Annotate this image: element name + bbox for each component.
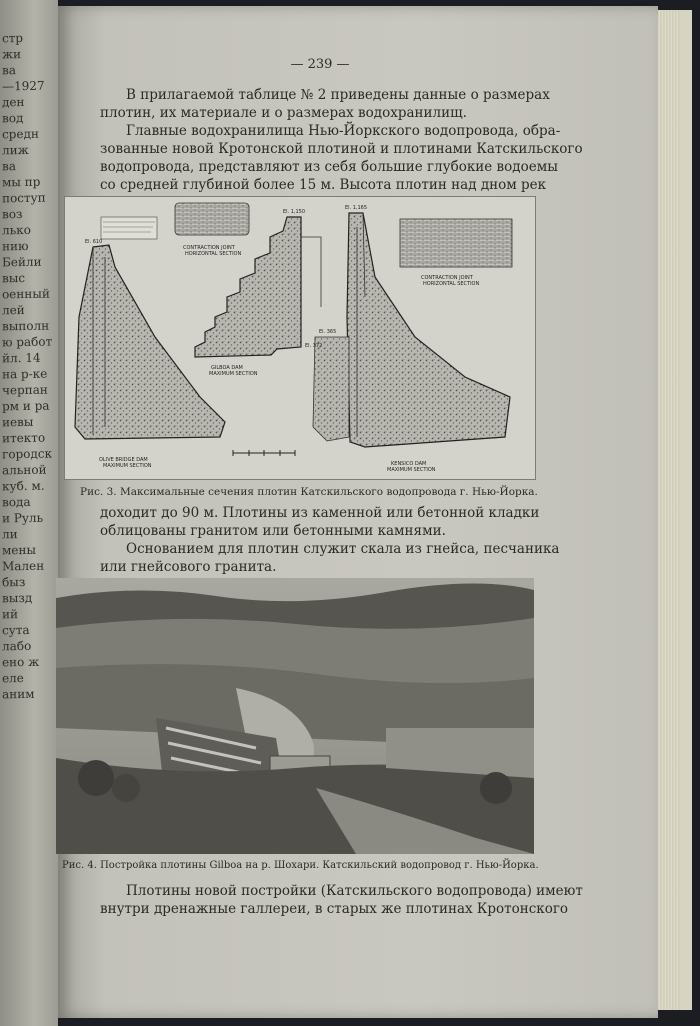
left-page-line: сута xyxy=(1,622,30,638)
left-page-line: ий xyxy=(1,607,19,622)
left-page-line: мены xyxy=(1,542,37,558)
page-stack-edge xyxy=(658,10,680,1010)
label-elevation-4: El. 1,165 xyxy=(345,205,368,211)
text-line: Плотины новой постройки (Катскильского водопровода) имеют xyxy=(126,883,583,899)
left-page-line: аним xyxy=(1,686,35,702)
text-line: облицованы гранитом или бетонными камнями. xyxy=(100,523,446,539)
paragraph-1 xyxy=(100,86,583,194)
left-page-line: мы пр xyxy=(1,174,41,190)
text-line: Главные водохранилища Нью-Йоркского водопровода, обра- xyxy=(126,123,561,139)
left-page-edge xyxy=(0,0,58,1026)
left-page-line: лько xyxy=(1,222,32,238)
left-page-line: выс xyxy=(1,271,26,286)
paragraph-3 xyxy=(100,882,583,918)
left-page-line: и Руль xyxy=(1,510,44,526)
left-page-line: вызд xyxy=(1,590,33,606)
figure-4-caption: Рис. 4. Постройка плотины Gilboa на р. Шохари. Катскильский водопровод г. Нью-Йорка. xyxy=(62,860,539,871)
left-page-line: стр xyxy=(1,31,24,46)
paragraph-2 xyxy=(100,504,560,576)
left-page-line: ва xyxy=(1,63,17,78)
left-page-line: лей xyxy=(1,303,25,318)
left-page-line: куб. м. xyxy=(1,478,45,494)
dam-cross-sections-figure xyxy=(64,196,536,480)
text-line: водопровода, представляют из себя большие глубокие водоемы xyxy=(100,159,558,175)
gilboa-dam-section xyxy=(175,203,321,357)
left-page-line: иевы xyxy=(1,414,34,430)
label-olive-bridge: OLIVE BRIDGE DAM xyxy=(99,457,148,463)
left-page-line: оенный xyxy=(1,286,50,302)
left-page-line: ено ж xyxy=(1,654,40,670)
construction-photo-image xyxy=(56,578,534,854)
left-page-line: —1927 xyxy=(1,78,45,94)
label-gilboa-sub: MAXIMUM SECTION xyxy=(209,371,258,377)
text-line: зованные новой Кротонской плотиной и плотинами Катскильского xyxy=(100,141,583,157)
text-line: со средней глубиной более 15 м. Высота плотин над дном рек xyxy=(100,177,547,193)
label-gilboa: GILBOA DAM xyxy=(211,365,243,371)
label-elevation-1: El. 610 xyxy=(85,239,103,245)
left-page-line: лабо xyxy=(1,638,32,654)
dam-construction-photo xyxy=(56,578,534,854)
label-olive-bridge-sub: MAXIMUM SECTION xyxy=(103,463,152,469)
dam-sections-drawing xyxy=(65,197,535,479)
label-contraction-joint-1: CONTRACTION JOINT xyxy=(183,245,235,251)
left-page-line: Мален xyxy=(1,558,45,574)
scale-bar xyxy=(233,450,295,456)
left-page-line: еле xyxy=(1,671,24,686)
label-contraction-joint-1-sub: HORIZONTAL SECTION xyxy=(185,251,242,257)
left-page-line: вод xyxy=(1,111,24,126)
left-page-line: нию xyxy=(1,238,29,254)
left-page-line: воз xyxy=(1,207,23,222)
text-line: плотин, их материале и о размерах водохранилищ. xyxy=(100,105,467,121)
label-elevation-3: El. 372 xyxy=(305,343,323,349)
kensico-dam-section xyxy=(313,213,512,447)
text-line: или гнейсового гранита. xyxy=(100,559,277,575)
left-page-line: альной xyxy=(1,462,47,478)
label-kensico-sub: MAXIMUM SECTION xyxy=(387,467,436,473)
left-page-line: вода xyxy=(1,494,31,510)
left-page-line: ден xyxy=(1,95,25,110)
left-page-line: поступ xyxy=(1,190,46,206)
page-stack-edge-outer xyxy=(680,10,692,1010)
left-page-line: ва xyxy=(1,159,17,174)
left-page-line: Бейли xyxy=(1,254,42,270)
left-page-line: быз xyxy=(1,575,26,590)
left-page-line: ли xyxy=(1,527,18,542)
left-page-line: выполн xyxy=(1,318,50,334)
label-contraction-joint-2: CONTRACTION JOINT xyxy=(421,275,473,281)
page-number: — 239 — xyxy=(290,57,350,72)
text-line: Основанием для плотин служит скала из гнейса, песчаника xyxy=(126,541,560,557)
left-page-line: черпан xyxy=(1,382,48,398)
figure-3-caption: Рис. 3. Максимальные сечения плотин Катскильского водопровода г. Нью-Йорка. xyxy=(80,486,538,498)
left-page-line: ю работ xyxy=(1,334,53,350)
left-page-line: йл. 14 xyxy=(1,350,41,366)
left-page-line: лиж xyxy=(1,142,29,158)
left-page-line: рм и ра xyxy=(1,398,50,414)
left-page-line: итекто xyxy=(1,430,46,446)
label-elevation-5: El. 365 xyxy=(319,329,337,335)
label-kensico: KENSICO DAM xyxy=(391,461,427,467)
text-line: В прилагаемой таблице № 2 приведены данные о размерах xyxy=(126,87,550,103)
label-elevation-2: El. 1,150 xyxy=(283,209,306,215)
left-page-line: городск xyxy=(1,446,53,462)
text-line: доходит до 90 м. Плотины из каменной или бетонной кладки xyxy=(100,505,540,521)
text-line: внутри дренажные галлереи, в старых же плотинах Кротонского xyxy=(100,901,569,917)
label-contraction-joint-2-sub: HORIZONTAL SECTION xyxy=(423,281,480,287)
left-page-text xyxy=(0,30,52,702)
left-page-line: жи xyxy=(1,47,22,62)
left-page-line: средн xyxy=(1,126,40,142)
left-page-line: на р-ке xyxy=(1,366,48,382)
